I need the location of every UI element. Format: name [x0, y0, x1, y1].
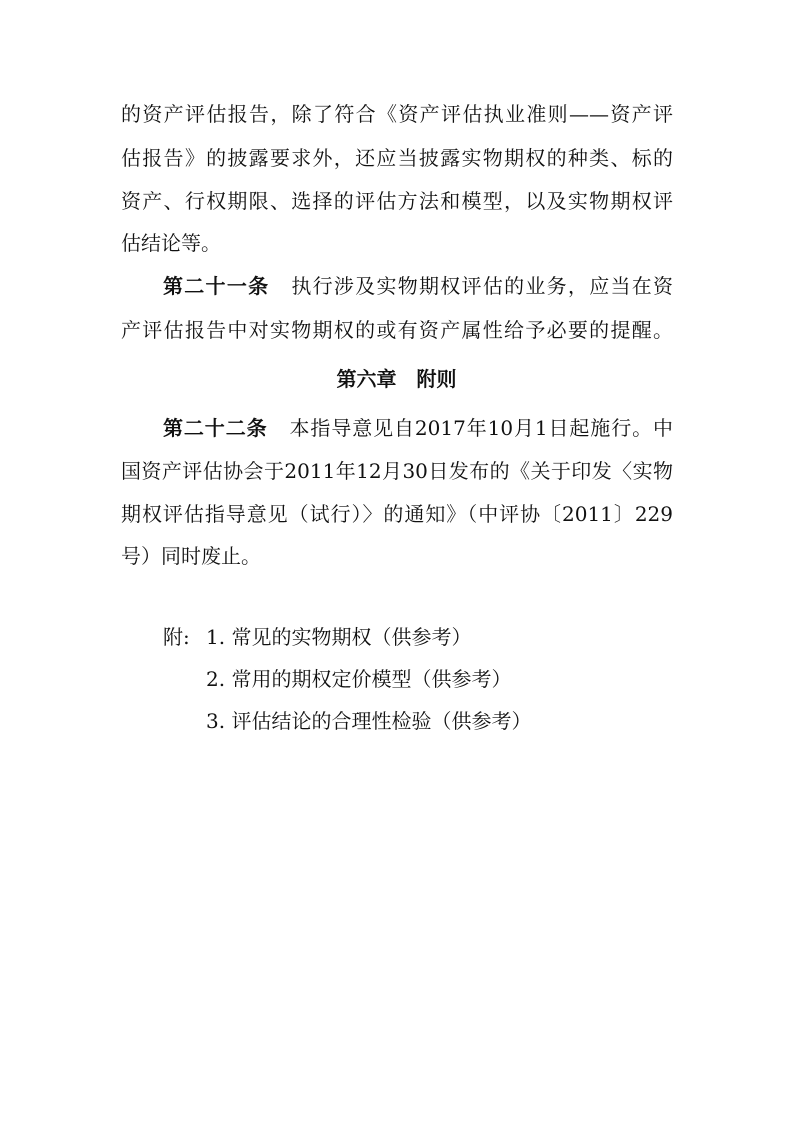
- chapter-heading: [0, 369, 793, 389]
- article-22-line-2: 国资产评估协会于2011年12月30日发布的《关于印发〈实物: [121, 459, 673, 483]
- article-22-line-1: [163, 418, 673, 438]
- article-21-line-1: [163, 276, 673, 296]
- attachment-item-1: 1. 常见的实物期权（供参考）: [206, 625, 472, 649]
- paragraph-1-line-2: 估报告》的披露要求外，还应当披露实物期权的种类、标的: [121, 146, 673, 170]
- paragraph-1-line-4: 估结论等。: [121, 231, 221, 255]
- chapter-number: 第六章: [336, 367, 397, 391]
- article-21-title: 第二十一条: [163, 274, 270, 298]
- article-21-text-1: 执行涉及实物期权评估的业务，应当在资: [291, 274, 674, 298]
- article-22-text-1: 本指导意见自2017年10月1日起施行。中: [289, 416, 674, 440]
- article-22-line-3: 期权评估指导意见（试行）〉的通知》（中评协〔2011〕229: [121, 502, 673, 526]
- article-21-line-2: 产评估报告中对实物期权的或有资产属性给予必要的提醒。: [121, 318, 673, 342]
- attachments-label: 附:: [163, 625, 190, 649]
- attachment-item-2: 2. 常用的期权定价模型（供参考）: [206, 667, 512, 691]
- chapter-name: 附则: [416, 367, 457, 391]
- article-22-line-4: 号）同时废止。: [121, 544, 261, 568]
- article-22-title: 第二十二条: [163, 416, 268, 440]
- attachment-item-3: 3. 评估结论的合理性检验（供参考）: [206, 709, 532, 733]
- paragraph-1-line-1: 的资产评估报告，除了符合《资产评估执业准则——资产评: [121, 102, 673, 126]
- paragraph-1-line-3: 资产、行权期限、选择的评估方法和模型，以及实物期权评: [121, 189, 673, 213]
